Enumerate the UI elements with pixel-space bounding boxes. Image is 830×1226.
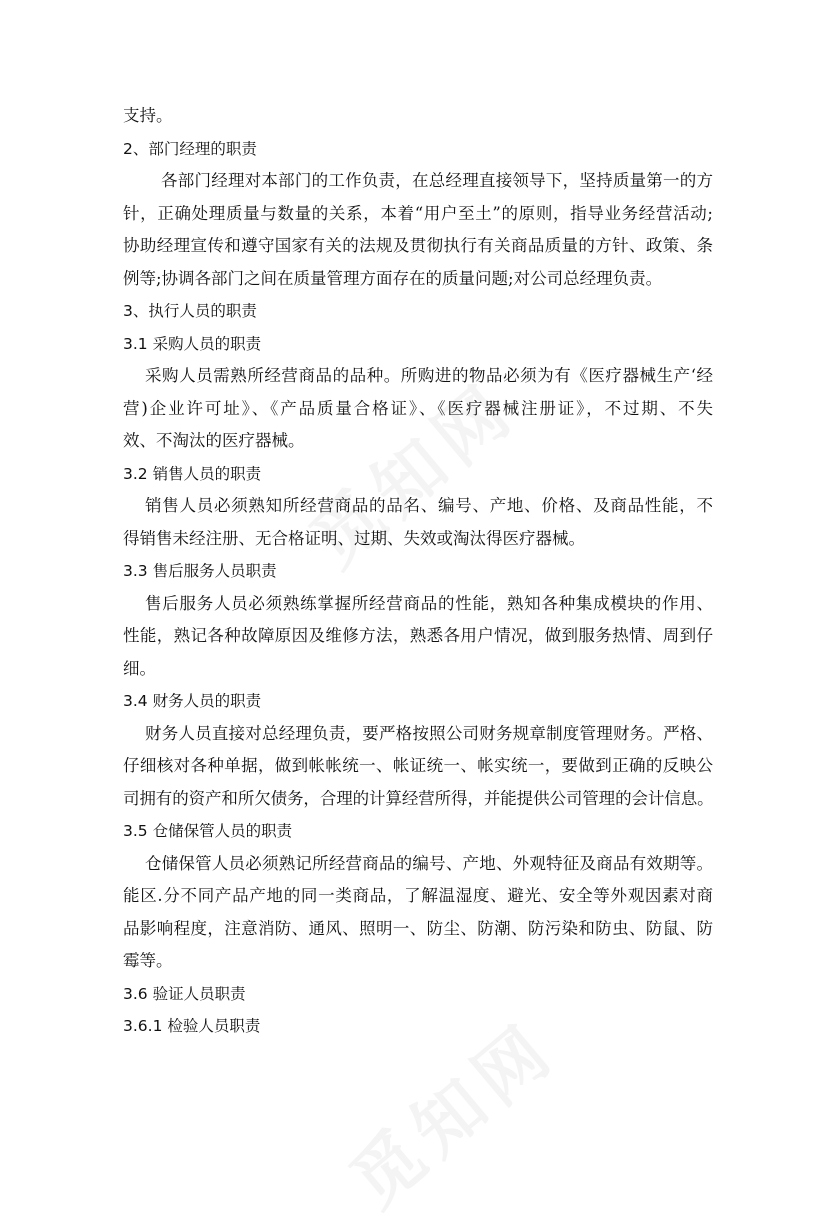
paragraph-line: 能区.分不同产品产地的同一类商品，了解温湿度、避光、安全等外观因素对商 [123, 886, 713, 905]
paragraph-line: 例等;协调各部门之间在质量管理方面存在的质量问题;对公司总经理负责。 [123, 268, 663, 288]
paragraph-line: 细。 [123, 658, 156, 678]
paragraph-line: 销售人员必须熟知所经营商品的品名、编号、产地、价格、及商品性能，不 [145, 496, 713, 515]
paragraph-line: 得销售未经注册、无合格证明、过期、失效或淘汰得医疗器械。 [123, 528, 585, 548]
paragraph-line: 仓储保管人员必须熟记所经营商品的编号、产地、外观特征及商品有效期等。 [145, 853, 713, 873]
subsection-heading: 3.6 验证人员职责 [123, 984, 246, 1003]
section-heading: 3、执行人员的职责 [123, 302, 257, 320]
paragraph-line: 仔细核对各种单据，做到帐帐统一、帐证统一、帐实统一，要做到正确的反映公 [123, 756, 713, 775]
paragraph-line: 营)企业许可址》、《产品质量合格证》、《医疗器械注册证》，不过期、不失 [123, 398, 713, 418]
subsection-heading: 3.1 采购人员的职责 [123, 334, 262, 353]
body-text: 支持。 [123, 106, 173, 125]
paragraph-line: 品影响程度，注意消防、通风、照明一、防尘、防潮、防污染和防虫、防鼠、防 [123, 918, 713, 938]
subsection-heading: 3.2 销售人员的职责 [123, 464, 262, 483]
paragraph-line: 针，正确处理质量与数量的关系，本着“用户至土”的原则，指导业务经营活动; [123, 203, 713, 223]
document-body [123, 100, 713, 1043]
paragraph-line: 财务人员直接对总经理负责，要严格按照公司财务规章制度管理财务。严格、 [145, 723, 713, 743]
subsection-heading: 3.3 售后服务人员职责 [123, 562, 277, 580]
paragraph-line: 售后服务人员必须熟练掌握所经营商品的性能，熟知各种集成模块的作用、 [145, 593, 713, 613]
paragraph-line: 各部门经理对本部门的工作负责，在总经理直接领导下，坚持质量第一的方 [161, 171, 713, 190]
paragraph-line: 霉等。 [123, 951, 173, 970]
paragraph-line: 效、不淘汰的医疗器械。 [123, 431, 305, 450]
paragraph-line: 协助经理宣传和遵守国家有关的法规及贯彻执行有关商品质量的方针、政策、条 [123, 236, 713, 255]
subsection-heading: 3.5 仓储保管人员的职责 [123, 822, 293, 840]
section-heading: 2、部门经理的职责 [123, 139, 257, 158]
subsection-heading: 3.4 财务人员的职责 [123, 692, 262, 710]
paragraph-line: 采购人员需熟所经营商品的品种。所购进的物品必须为有《医疗器械生产‘经 [145, 366, 713, 385]
paragraph-line: 性能，熟记各种故障原因及维修方法，熟悉各用户情况，做到服务热情、周到仔 [123, 626, 713, 645]
subsection-heading: 3.6.1 检验人员职责 [123, 1017, 261, 1035]
paragraph-line: 司拥有的资产和所欠债务，合理的计算经营所得，并能提供公司管理的会计信息。 [123, 788, 713, 808]
